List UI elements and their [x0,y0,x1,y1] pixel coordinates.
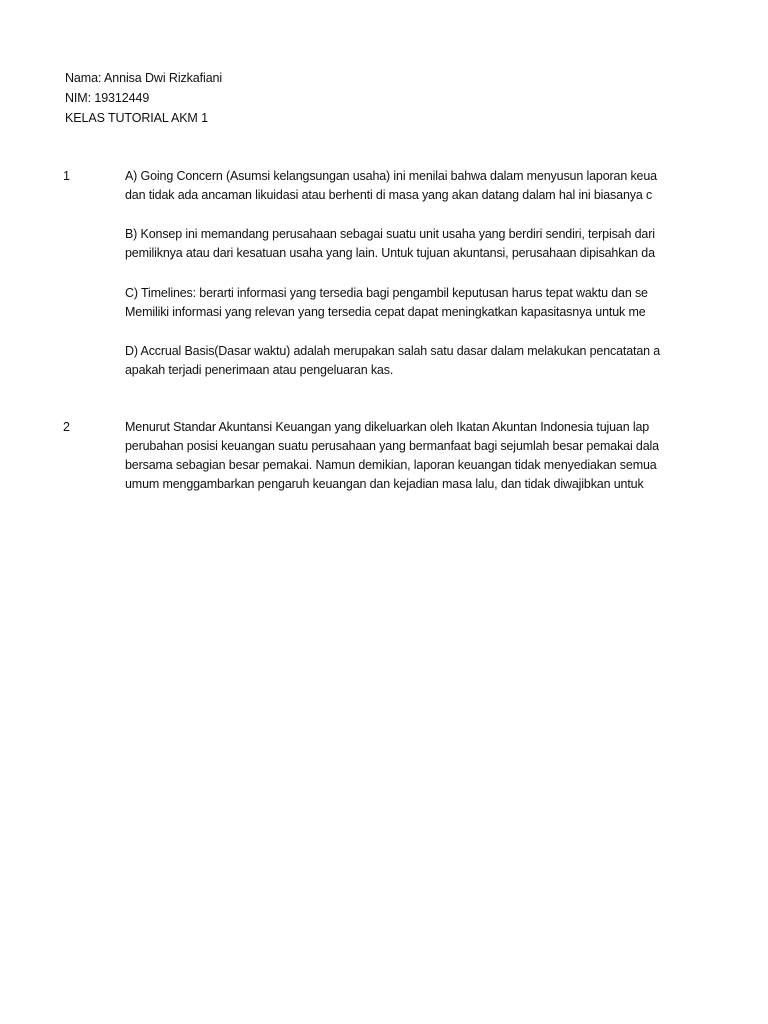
student-nim: NIM: 19312449 [65,91,150,105]
section-1-paragraph-c [125,284,671,322]
text-line: apakah terjadi penerimaan atau pengeluaran kas. [125,363,394,377]
text-line: perubahan posisi keuangan suatu perusahaan yang bermanfaat bagi sejumlah besar pemakai dala [125,439,659,453]
student-name: Nama: Annisa Dwi Rizkafiani [65,71,223,85]
text-line: umum menggambarkan pengaruh keuangan dan kejadian masa lalu, dan tidak diwajibkan untuk [125,477,644,491]
text-line: D) Accrual Basis(Dasar waktu) adalah merupakan salah satu dasar dalam melakukan pencatatan a [125,344,661,358]
text-line: C) Timelines: berarti informasi yang tersedia bagi pengambil keputusan harus tepat waktu dan se [125,286,648,300]
text-line: Menurut Standar Akuntansi Keuangan yang dikeluarkan oleh Ikatan Akuntan Indonesia tujuan lap [125,420,650,434]
section-1-paragraph-a [125,167,671,205]
text-line: pemiliknya atau dari kesatuan usaha yang lain. Untuk tujuan akuntansi, perusahaan dipisahkan da [125,246,655,260]
section-number-1: 1 [63,169,70,183]
text-line: bersama sebagian besar pemakai. Namun demikian, laporan keuangan tidak menyediakan semua [125,458,657,472]
section-2-paragraph [125,418,671,494]
section-1-paragraph-d [125,342,671,380]
class-name: KELAS TUTORIAL AKM 1 [65,111,208,125]
text-line: dan tidak ada ancaman likuidasi atau berhenti di masa yang akan datang dalam hal ini biasanya c [125,188,653,202]
text-line: A) Going Concern (Asumsi kelangsungan usaha) ini menilai bahwa dalam menyusun laporan keua [125,169,657,183]
text-line: B) Konsep ini memandang perusahaan sebagai suatu unit usaha yang berdiri sendiri, terpisah dari [125,227,655,241]
section-number-2: 2 [63,420,70,434]
section-1-paragraph-b [125,225,671,263]
text-line: Memiliki informasi yang relevan yang tersedia cepat dapat meningkatkan kapasitasnya untuk me [125,305,646,319]
